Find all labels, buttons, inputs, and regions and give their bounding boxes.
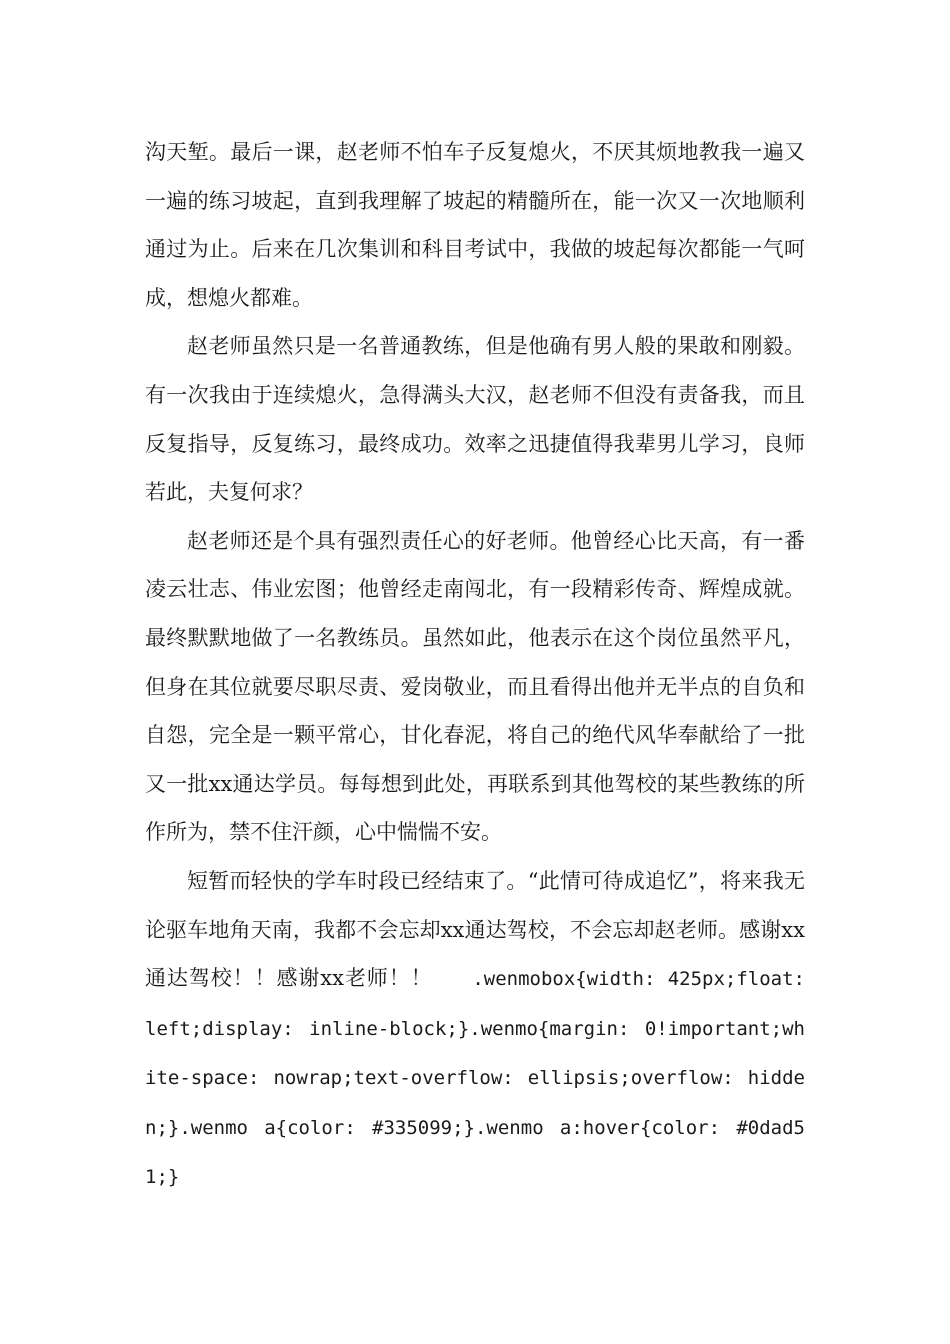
paragraph-responsibility: 赵老师还是个具有强烈责任心的好老师。他曾经心比天高，有一番凌云壮志、伟业宏图；他曾经走南闯北，有一段精彩传奇、辉煌成就。最终默默地做了一名教练员。虽然如此，他表示在这个岗位虽然平凡，但身在其位就要尽职尽责、爱岗敬业，而且看得出他并无半点的自负和自怨，完全是一颗平常心，甘化春泥，将自己的绝代风华奉献给了一批又一批xx通达学员。每每想到此处，再联系到其他驾校的某些教练的所作所为，禁不住汗颜，心中惴惴不安。 bbox=[145, 528, 805, 845]
trailing-css-code: .wenmobox{width: 425px;float: left;display: inline-block;}.wenmo{margin: 0!important;white-space: nowrap;text-overflow: ellipsis;overflow: hidden;}.wenmo a{color: #335099;}.wenmo a:hover{color: #0dad51;} bbox=[145, 968, 805, 1189]
paragraph-courage: 赵老师虽然只是一名普通教练，但是他确有男人般的果敢和刚毅。有一次我由于连续熄火，急得满头大汉，赵老师不但没有责备我，而且反复指导，反复练习，最终成功。效率之迅捷值得我辈男儿学习，良师若此，夫复何求？ bbox=[145, 334, 805, 505]
paragraph-closing bbox=[145, 857, 805, 1202]
paragraph-continuation: 沟天堑。最后一课，赵老师不怕车子反复熄火，不厌其烦地教我一遍又一遍的练习坡起，直到我理解了坡起的精髓所在，能一次又一次地顺利通过为止。后来在几次集训和科目考试中，我做的坡起每次都能一气呵成，想熄火都难。 bbox=[145, 140, 805, 310]
closing-text: 短暂而轻快的学车时段已经结束了。“此情可待成追忆”，将来我无论驱车地角天南，我都不会忘却xx通达驾校，不会忘却赵老师。感谢xx通达驾校！！感谢xx老师！！ bbox=[145, 868, 805, 991]
document-page bbox=[145, 128, 805, 1202]
